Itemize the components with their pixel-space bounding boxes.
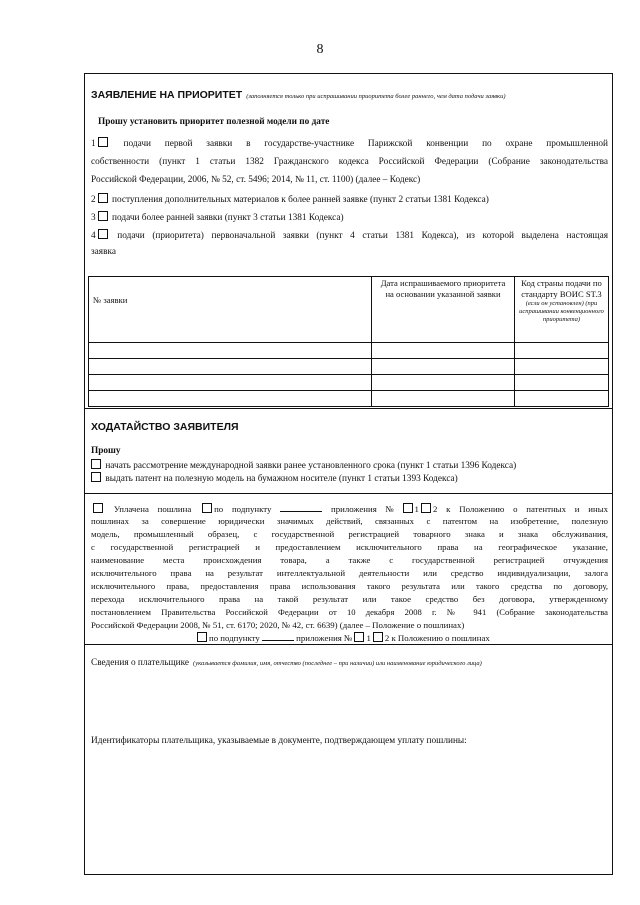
fee-line-7: исключительного права, предоставления права использования такого результата или такого средства по договору, — [91, 581, 608, 591]
checkbox-subitem[interactable] — [202, 503, 212, 513]
subitem-blank[interactable] — [280, 511, 322, 512]
priority-header — [91, 85, 506, 103]
checkbox-item-2[interactable] — [98, 193, 108, 203]
col-country-code-note: (если он установлен) (при испрашивании конвенционного приоритета) — [519, 300, 604, 323]
priority-title-note: (заполняется только при испрашивании приоритета более раннего, чем дата подачи заявки) — [246, 93, 506, 100]
item-text: поступления дополнительных материалов к более ранней заявке (пункт 2 статьи 1381 Кодекса) — [111, 195, 489, 205]
fee-appendix-label: приложения № — [331, 504, 401, 514]
option-text: начать рассмотрение международной заявки ранее установленного срока (пункт 1 статьи 1396 Кодекса) — [105, 461, 517, 471]
petition-title: ХОДАТАЙСТВО ЗАЯВИТЕЛЯ — [91, 421, 239, 433]
item-number: 3 — [91, 213, 96, 223]
col-application-number-label: № заявки — [93, 294, 128, 305]
fee-line-4: с государственной регистрацией и предоставлением исключительного права на географическое указание, — [91, 542, 608, 552]
option-text: выдать патент на полезную модель на бумажном носителе (пункт 1 статьи 1393 Кодекса) — [105, 474, 458, 484]
appendix-1-label: 1 — [414, 504, 419, 514]
checkbox-paper-patent[interactable] — [91, 472, 101, 482]
cell-date[interactable] — [372, 375, 515, 391]
checkbox-appendix-2[interactable] — [421, 503, 431, 513]
fee-subitem-label: по подпункту — [214, 504, 272, 514]
item-text: подачи первой заявки в государстве-участнике Парижской конвенции по охране промышленной — [123, 139, 608, 149]
page-number: 8 — [316, 42, 324, 57]
fee-line-1 — [91, 503, 608, 514]
cell-number[interactable] — [89, 375, 372, 391]
cell-date[interactable] — [372, 359, 515, 375]
cell-date[interactable] — [372, 343, 515, 359]
fee-appendix-2-label: приложения № — [296, 633, 353, 643]
cell-date[interactable] — [372, 391, 515, 407]
item-text: подачи (приоритета) первоначальной заявки (пункт 4 статьи 1381 Кодекса), из которой выделена настоящая — [117, 231, 608, 241]
priority-table — [88, 276, 609, 407]
priority-item-1 — [91, 137, 608, 149]
table-row — [89, 359, 609, 375]
item-number: 2 — [91, 195, 96, 205]
payer-identifiers-input[interactable] — [91, 750, 606, 865]
checkbox-appendix-1[interactable] — [403, 503, 413, 513]
priority-item-4 — [91, 229, 608, 241]
fee-subitem-2-label: по подпункту — [209, 633, 260, 643]
col-country-code — [515, 277, 609, 343]
item-text: подачи более ранней заявки (пункт 3 статьи 1381 Кодекса) — [111, 213, 344, 223]
table-row — [89, 391, 609, 407]
item-number: 1 — [91, 139, 96, 149]
cell-code[interactable] — [515, 391, 609, 407]
checkbox-fee-paid[interactable] — [93, 503, 103, 513]
section-divider — [84, 493, 613, 494]
appendix-2-1-label: 1 — [366, 633, 371, 643]
payer-input-area[interactable] — [91, 666, 606, 726]
petition-option-2 — [89, 472, 458, 484]
cell-code[interactable] — [515, 359, 609, 375]
checkbox-early-review[interactable] — [91, 459, 101, 469]
priority-title: ЗАЯВЛЕНИЕ НА ПРИОРИТЕТ — [91, 89, 243, 101]
fee-regulation-2-label: 2 к Положению о пошлинах — [384, 633, 490, 643]
priority-item-3 — [91, 211, 344, 223]
fee-line-3: модель, промышленный образец, с государственной регистрацией товарного знака и знака обслуживания, — [91, 529, 608, 539]
cell-code[interactable] — [515, 343, 609, 359]
petition-ask: Прошу — [91, 446, 121, 456]
fee-line-5: наименование места происхождения товара, а также с государственной регистрацией отчуждения — [91, 555, 608, 565]
cell-code[interactable] — [515, 375, 609, 391]
checkbox-subitem-2[interactable] — [197, 632, 207, 642]
fee-line-9: постановлением Правительства Российской Федерации от 10 декабря 2008 г. № 941 (Собрание законодательства — [91, 607, 608, 617]
payer-title: Сведения о плательщике — [91, 658, 190, 668]
section-divider — [84, 644, 613, 645]
fee-regulation-label: 2 к Положению о патентных и иных — [432, 504, 609, 514]
priority-item-1-line3: Российской Федерации, 2006, № 52, ст. 5496; 2014, № 11, ст. 1100) (далее – Кодекс) — [91, 175, 421, 185]
col-application-number — [89, 277, 372, 343]
fee-line-2: пошлинах за совершение юридически значимых действий, связанных с патентом на изобретение, полезную — [91, 516, 608, 526]
cell-number[interactable] — [89, 359, 372, 375]
fee-paid-label: Уплачена пошлина — [113, 504, 192, 514]
priority-item-1-line2: собственности (пункт 1 статьи 1382 Гражданского кодекса Российской Федерации (Собрание законодательства — [91, 157, 608, 167]
cell-number[interactable] — [89, 391, 372, 407]
section-divider — [84, 408, 613, 409]
checkbox-item-3[interactable] — [98, 211, 108, 221]
priority-item-4-line2: заявка — [91, 247, 116, 257]
checkbox-appendix-2-2[interactable] — [373, 632, 383, 642]
fee-line-8: перехода исключительного права на такой результат или такое средство без договора, утвержденному — [91, 594, 608, 604]
col-country-code-label: Код страны подачи по стандарту ВОИС ST.3 — [521, 278, 602, 299]
priority-item-2 — [91, 193, 489, 205]
fee-line-6: исключительного права на результат интеллектуальной деятельности или средство индивидуализации, залога — [91, 568, 608, 578]
payer-note: (указывается фамилия, имя, отчество (последнее – при наличии) или наименование юридического лица) — [193, 660, 482, 667]
col-priority-date: Дата испрашиваемого приоритета на основании указанной заявки — [372, 277, 515, 343]
subitem-2-blank[interactable] — [262, 640, 294, 641]
petition-option-1 — [89, 459, 516, 471]
checkbox-item-4[interactable] — [98, 229, 108, 239]
item-number: 4 — [91, 231, 96, 241]
cell-number[interactable] — [89, 343, 372, 359]
checkbox-item-1[interactable] — [98, 137, 108, 147]
payer-identifiers: Идентификаторы плательщика, указываемые в документе, подтверждающем уплату пошлины: — [91, 736, 467, 746]
checkbox-appendix-2-1[interactable] — [354, 632, 364, 642]
priority-request: Прошу установить приоритет полезной модели по дате — [98, 117, 330, 127]
fee-line-10: Российской Федерации 2008, № 51, ст. 6170; 2020, № 42, ст. 6639) (далее – Положение о пошлинах) — [91, 620, 465, 630]
table-row — [89, 343, 609, 359]
table-row — [89, 375, 609, 391]
fee-line-11 — [195, 632, 490, 643]
